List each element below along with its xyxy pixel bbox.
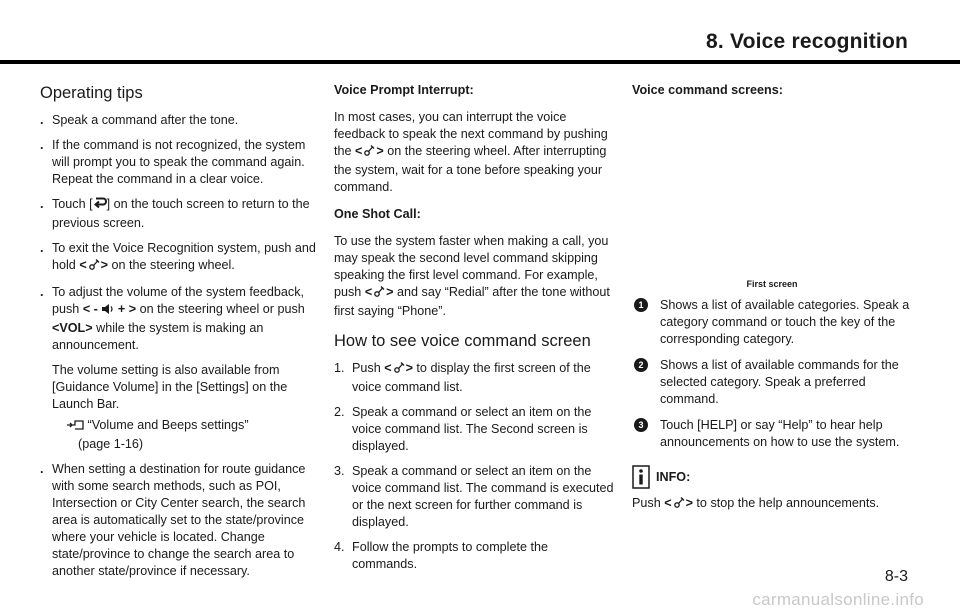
list-item: . When setting a destination for route guidance with some search methods, such as POI, Intersection or City Center search, the search area is automatically set to the state/province where your vehicle is located. Change state/province to change the search area to another state/province if necessary.: [40, 462, 306, 578]
list-item: 1. Push < > to display the first screen of the voice command list.: [334, 361, 591, 394]
list-item: 4. Follow the prompts to complete the commands.: [334, 540, 548, 571]
callout-number: 3: [634, 418, 648, 432]
reference-page: (page 1-16): [78, 437, 144, 451]
talk-switch-icon: [392, 361, 406, 379]
callout-2: 2 Shows a list of available commands for the selected category. Speak a preferred command.: [632, 357, 912, 408]
list-item: . If the command is not recognized, the system will prompt you to speak the command again. Repeat the command in a clear voice.: [40, 138, 306, 186]
tip-text: When setting a destination for route guidance with some search methods, such as POI, Intersection or City Center search, the search area is automatically set to the state/province where your vehicle is located. Change state/province to change the search area to another state/province if necessary.: [52, 462, 306, 578]
reference-title: “Volume and Beeps settings”: [87, 418, 249, 432]
subsection-title-interrupt: Voice Prompt Interrupt:: [334, 83, 474, 97]
list-item: 2. Speak a command or select an item on the voice command list. The Second screen is displayed.: [334, 405, 592, 453]
list-item: . Speak a command after the tone.: [40, 113, 239, 127]
steps-list: [334, 360, 614, 573]
talk-switch-icon: [672, 496, 686, 514]
cross-reference[interactable]: [52, 417, 318, 453]
list-item: . To exit the Voice Recognition system, push and hold < > on the steering wheel.: [40, 240, 318, 276]
one-shot-paragraph: To use the system faster when making a call, you may speak the second level command skipping speaking the first level command. For example, push < > and say “Redial” after the tone without first saying “Phone”.: [334, 234, 610, 318]
list-item: . Touch [ ] on the touch screen to return to the previous screen.: [40, 197, 310, 230]
talk-switch-icon: [87, 258, 101, 276]
subsection-title-one-shot: One Shot Call:: [334, 207, 421, 221]
callout-number: 2: [634, 358, 648, 372]
figure-caption: First screen: [746, 279, 798, 289]
first-screen-figure: [632, 109, 912, 293]
info-icon: [632, 465, 650, 489]
section-title-how-to: How to see voice command screen: [334, 332, 591, 350]
interrupt-paragraph: In most cases, you can interrupt the voice feedback to speak the next command by pushing the < > on the steering wheel. After interrupting the system, wait for a tone before speaking your command.: [334, 110, 608, 194]
watermark: carmanualsonline.info: [752, 590, 924, 609]
back-arrow-icon: [93, 197, 107, 215]
column-voice-interrupt: [334, 82, 614, 581]
callout-number: 1: [634, 298, 648, 312]
volume-setting-note: The volume setting is also available from [Guidance Volume] in the [Settings] on the Launch Bar.: [52, 363, 288, 411]
volume-icon: [101, 303, 114, 320]
talk-switch-icon: [362, 144, 376, 162]
reference-pointer-icon: [66, 419, 84, 436]
callout-1: 1 Shows a list of available categories. Speak a category command or touch the key of the corresponding category.: [632, 297, 912, 348]
header-rule: [0, 60, 960, 64]
operating-tips-list: [40, 112, 318, 580]
list-item: 3. Speak a command or select an item on the voice command list. The command is executed or the next screen for further command is displayed.: [334, 464, 614, 529]
talk-switch-icon: [372, 285, 386, 303]
column-operating-tips: [40, 82, 318, 588]
callout-3: 3 Touch [HELP] or say “Help” to hear help announcements on how to use the system.: [632, 417, 912, 451]
list-item: . To adjust the volume of the system feedback, push < - + > on the steering wheel or push <VOL> while the system is making an announcement. The volume setting is also available from [Guidance Volume] in the [Settings] on the Launch Bar. “Volume and Beeps settings” (page 1-16): [40, 284, 318, 453]
tip-text: Speak a command after the tone.: [52, 113, 239, 127]
info-paragraph: Push < > to stop the help announcements.: [632, 495, 912, 514]
column-voice-command-screens: [632, 82, 912, 524]
section-title-operating-tips: Operating tips: [40, 84, 143, 102]
chapter-title: 8. Voice recognition: [706, 30, 908, 53]
subsection-title-screens: Voice command screens:: [632, 83, 783, 97]
tip-text: If the command is not recognized, the system will prompt you to speak the command again. Repeat the command in a clear voice.: [52, 138, 306, 186]
page-number: 8-3: [884, 568, 908, 585]
info-title: INFO:: [656, 469, 691, 484]
info-header: [632, 465, 912, 489]
